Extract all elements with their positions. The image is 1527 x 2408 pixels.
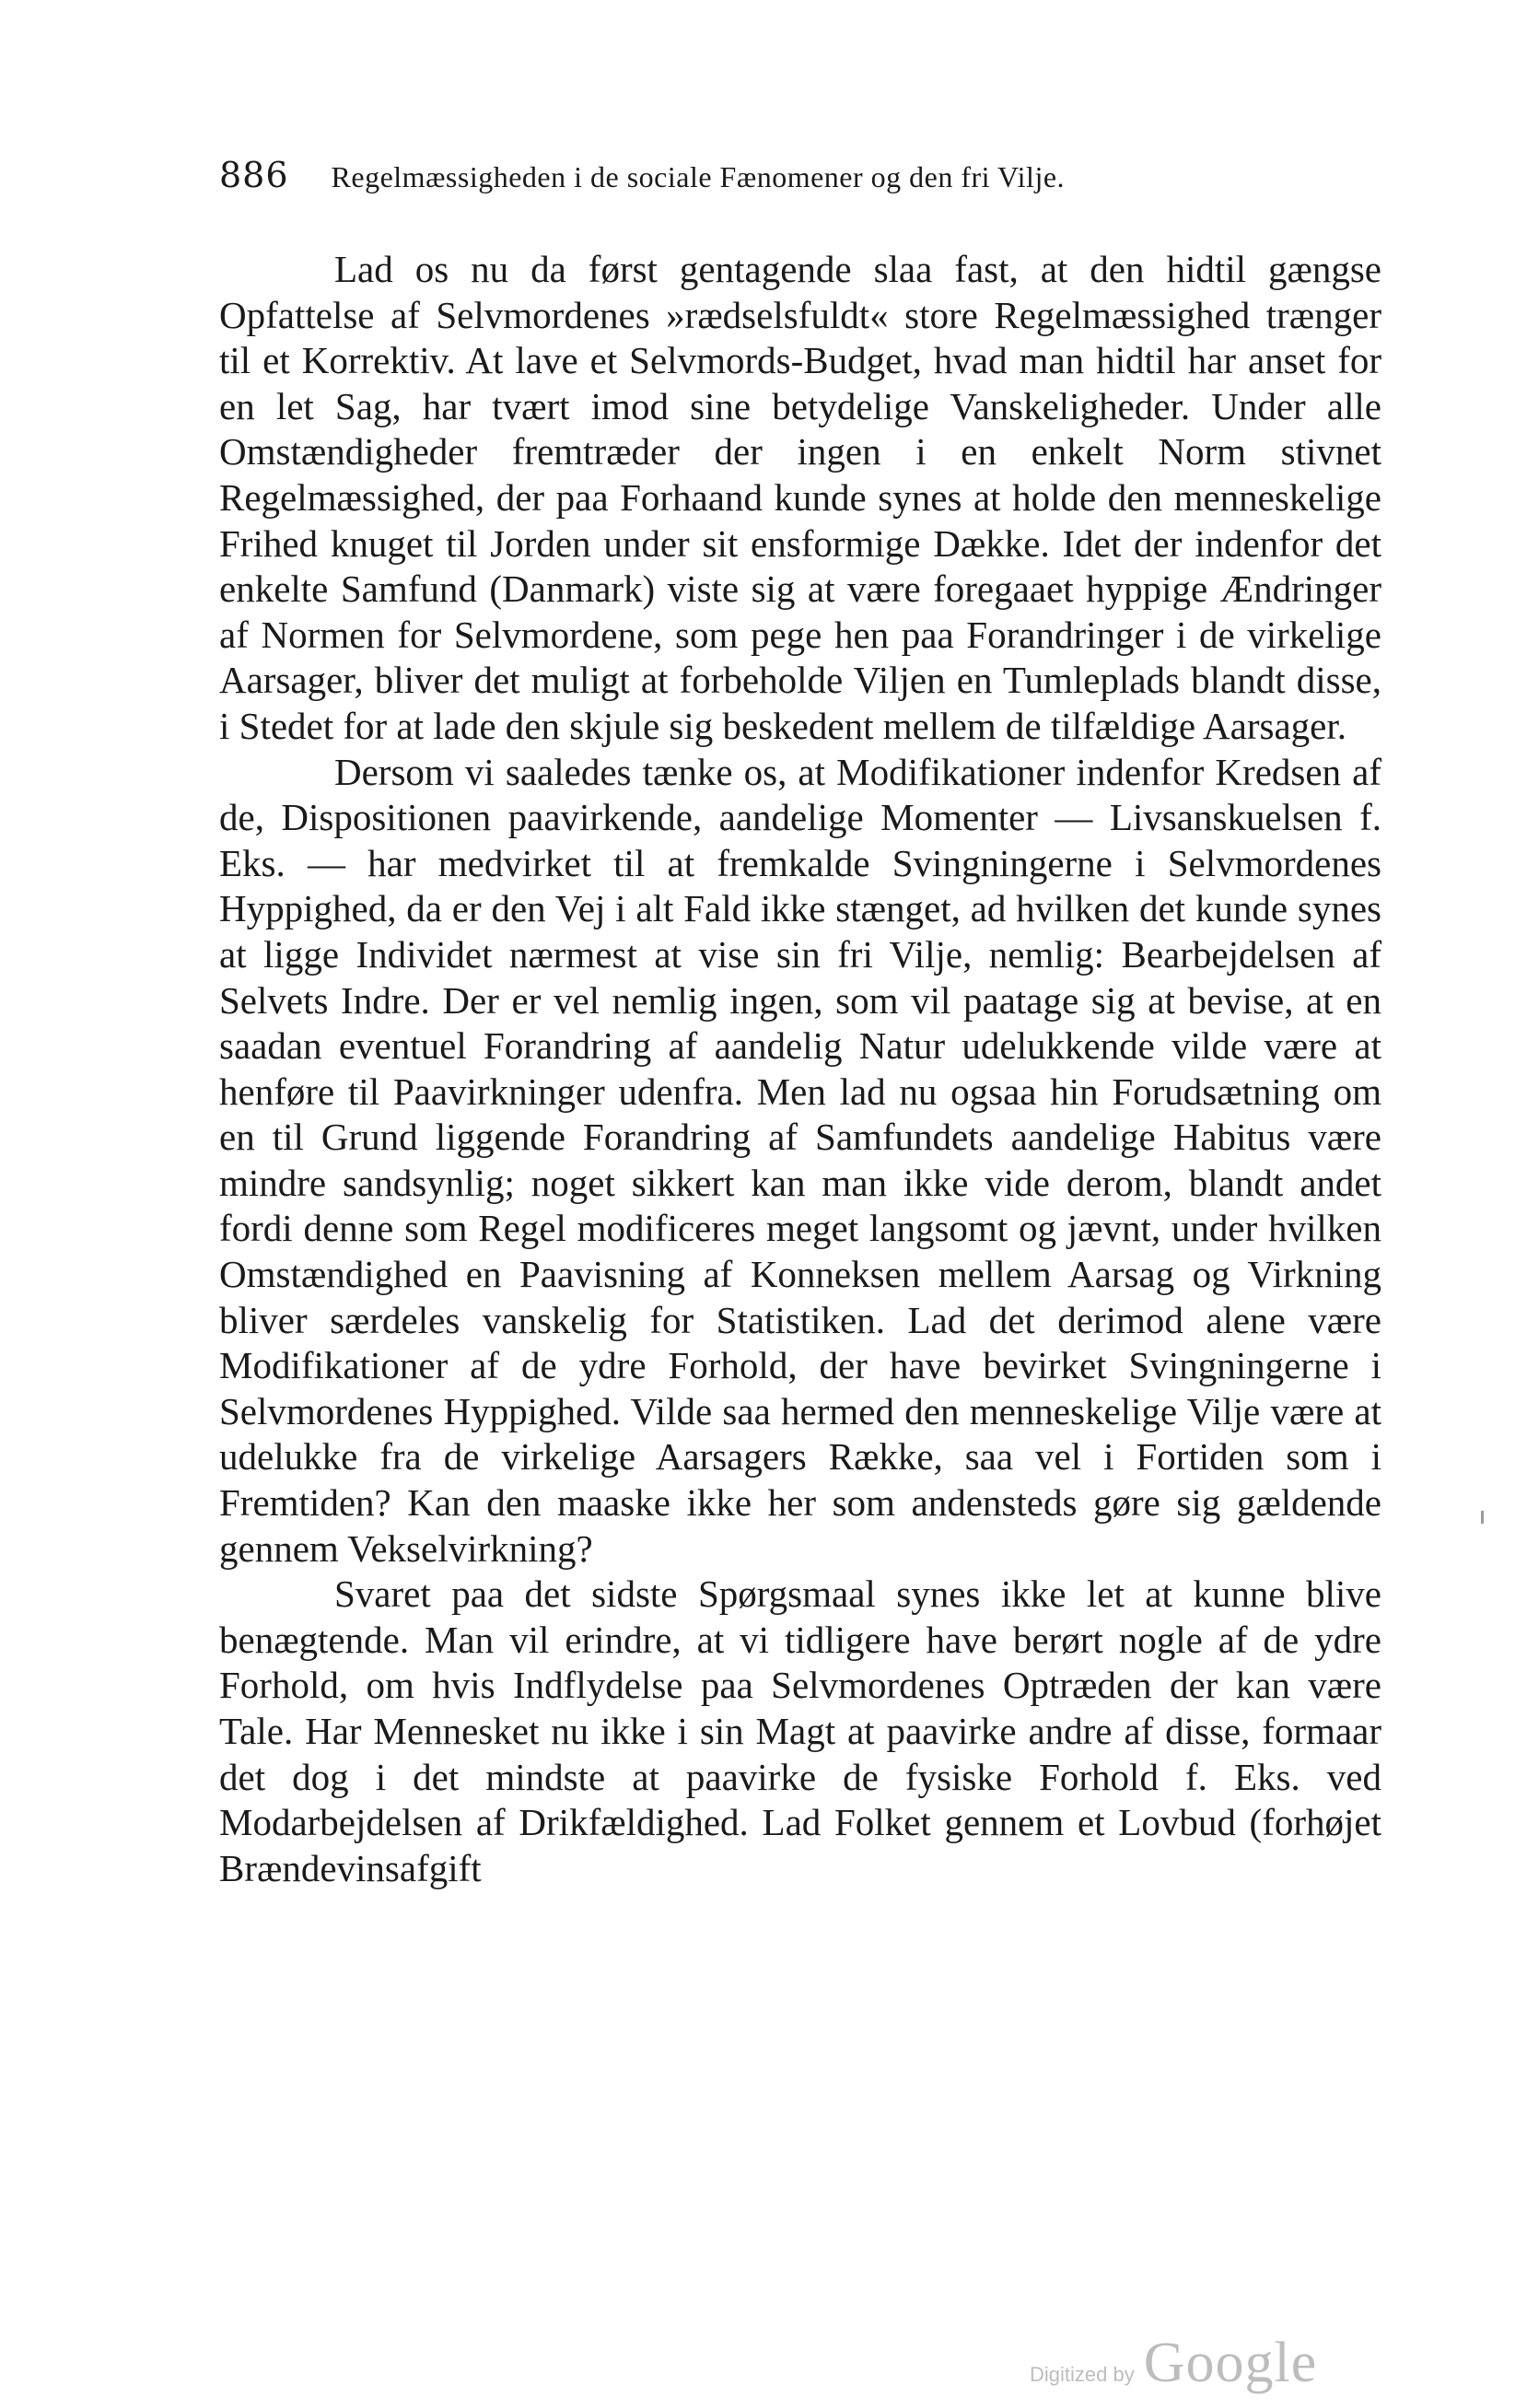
- paragraph-1: Lad os nu da først gentagende slaa fast, at den hidtil gængse Opfattelse af Selvmordenes »rædselsfuldt« store Regelmæssighed trænger til et Korrektiv. At lave et Selvmords-Budget, hvad man hidtil har anset for en let Sag, har tvært imod sine betydelige Vanskeligheder. Under alle Omstændigheder fremtræder der ingen i en enkelt Norm stivnet Regelmæssighed, der paa Forhaand kunde synes at holde den menneskelige Frihed knuget til Jorden under sit ensformige Dække. Idet der indenfor det enkelte Samfund (Danmark) viste sig at være foregaaet hyppige Ændringer af Normen for Selvmordene, som pege hen paa Forandringer i de virkelige Aarsager, bliver det muligt at forbeholde Viljen en Tumleplads blandt disse, i Stedet for at lade den skjule sig beskedent mellem de tilfældige Aarsager.: [219, 248, 1381, 747]
- paragraph-3: Svaret paa det sidste Spørgsmaal synes ikke let at kunne blive benægtende. Man vil erindre, at vi tidligere have berørt nogle af de ydre Forhold, om hvis Indflydelse paa Selvmordenes Optræden der kan være Tale. Har Mennesket nu ikke i sin Magt at paavirke andre af disse, formaar det dog i det mindste at paavirke de fysiske Forhold f. Eks. ved Modarbejdelsen af Drikfældighed. Lad Folket gennem et Lovbud (forhøjet Brændevinsafgift: [219, 1572, 1381, 1889]
- watermark-prefix: Digitized by: [1030, 2363, 1135, 2386]
- scan-speck: [1481, 1511, 1484, 1524]
- body-text: [219, 247, 1381, 1891]
- digitized-watermark: [1030, 2331, 1317, 2396]
- paragraph-2: Dersom vi saaledes tænke os, at Modifikationer indenfor Kredsen af de, Dispositionen paavirkende, aandelige Momenter — Livsanskuelsen f. Eks. — har medvirket til at fremkalde Svingningerne i Selvmordenes Hyppighed, da er den Vej i alt Fald ikke stænget, ad hvilken det kunde synes at ligge Individet nærmest at vise sin fri Vilje, nemlig: Bearbejdelsen af Selvets Indre. Der er vel nemlig ingen, som vil paatage sig at bevise, at en saadan eventuel Forandring af aandelig Natur udelukkende vilde være at henføre til Paavirkninger udenfra. Men lad nu ogsaa hin Forudsætning om en til Grund liggende Forandring af Samfundets aandelige Habitus være mindre sandsynlig; noget sikkert kan man ikke vide derom, blandt andet fordi denne som Regel modificeres meget langsomt og jævnt, under hvilken Omstændighed en Paavisning af Konneksen mellem Aarsag og Virkning bliver særdeles vanskelig for Statistiken. Lad det derimod alene være Modifikationer af de ydre Forhold, der have bevirket Svingningerne i Selvmordenes Hyppighed. Vilde saa hermed den menneskelige Vilje være at udelukke fra de virkelige Aarsagers Række, saa vel i Fortiden som i Fremtiden? Kan den maaske ikke her som andensteds gøre sig gældende gennem Vekselvirkning?: [219, 750, 1381, 1570]
- running-head: Regelmæssigheden i de sociale Fænomener og den fri Vilje.: [331, 160, 1066, 193]
- page-header: [219, 155, 1381, 195]
- page-number: 886: [219, 155, 289, 195]
- google-logo: Google: [1143, 2332, 1318, 2394]
